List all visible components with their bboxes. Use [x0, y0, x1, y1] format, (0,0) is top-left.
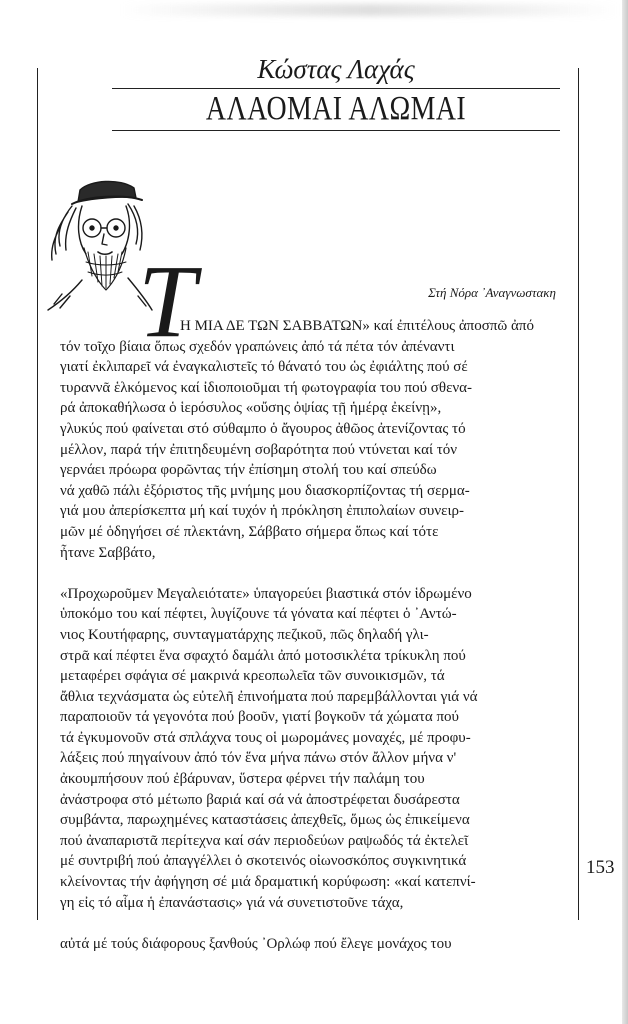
body-line: τά ἐγκυμονοῦν στά σπλάχνα τους οἱ μωρομάνες μοναχές, μέ προφυ-: [60, 729, 471, 746]
body-line: ἀνάστροφα στό μέτωπο βαριά καί σά νά ἀποστρέφεται δυσάρεστα: [60, 791, 460, 808]
body-line: γιά μου ἀπερίσκεπτα μή καί τυχόν ἡ πρόκληση ἐπιπολαίων συνειρ-: [60, 503, 464, 520]
body-text: [60, 316, 560, 954]
scan-smudge: [120, 4, 620, 16]
left-margin-rule: [37, 68, 38, 920]
body-line: ἄθλια τεχνάσματα ὡς εὐτελῆ ἐπινοήματα πού παρεμβάλλονται γιά νά: [60, 688, 478, 705]
page-title: ΑΛΑΟΜΑΙ ΑΛΩΜΑΙ: [205, 90, 467, 127]
paragraph-gap: [60, 913, 560, 934]
body-line: νιος Κουτήφαρης, συνταγματάρχης πεζικοῦ, πῶς δηλαδή γλι-: [60, 626, 429, 643]
body-line: συμβάντα, παρωχημένες καταστάσεις ἀπεχθεῖς, ὅμως ὡς ἐπικείμενα: [60, 812, 470, 829]
body-line: μεταφέρει σφάγια σέ μακρινά κρεοπωλεῖα τῶν συνοικισμῶν, τά: [60, 668, 445, 685]
body-line: γερνάει πρόωρα φορῶντας τήν ἐπίσημη στολή του καί σπεύδω: [60, 462, 437, 479]
body-line: τυραννᾶ ἑλκόμενος καί ἰδιοποιοῦμαι τή φωτογραφία του πού σθενα-: [60, 379, 473, 396]
page-number: 153: [586, 857, 615, 878]
title-rule-bottom: [112, 130, 560, 131]
body-line: ὑποκόμο του καί πέφτει, λυγίζουνε τά γόνατα καί πέφτει ὁ ᾿Αντώ-: [60, 606, 457, 623]
body-line: ἀκουμπήσουν πού ἐβάρυναν, ὕστερα φέρνει τήν παλάμη του: [60, 771, 425, 788]
body-line: γη εἰς τό αἷμα ἡ ἐπανάστασις» γιά νά συνετιστοῦνε τάχα,: [60, 894, 404, 911]
body-line: αὐτά μέ τούς διάφορους ξανθούς ᾿Ορλώφ πού ἔλεγε μονάχος του: [60, 935, 452, 952]
body-line: νά χαθῶ πάλι ἐξόριστος τῆς μνήμης μου διασκορπίζοντας τή σερμα-: [60, 482, 470, 499]
body-line: κλείνοντας τήν ἀφήγηση σέ μιά δραματική κορύφωση: «καί κατεπνί-: [60, 874, 476, 891]
drop-cap: T: [138, 244, 196, 359]
body-line: ρά ἀποκαθήλωσα ὁ ἱερόσυλος «οὔσης ὀψίας τῇ ἡμέρᾳ ἐκείνῃ»,: [60, 400, 442, 417]
body-line: μέ συντριβή πού ἀπαγγέλλει ὁ σκοτεινός οἰωνοσκόπος συγκινητικά: [60, 853, 467, 870]
dedication: Στή Νόρα ᾿Αναγνωστακη: [428, 285, 556, 300]
page-edge-shadow: [622, 0, 628, 1024]
body-line: μῶν μέ ὁδηγήσει σέ πλεκτάνη, Σάββατο σήμερα ὅπως καί τότε: [60, 523, 439, 540]
body-line: γιατί ἐκλιπαρεῖ νά ἐναγκαλιστεῖς τό θάνατό του ὡς ἐφιάλτης πού σέ: [60, 359, 468, 376]
body-line: «Προχωροῦμεν Μεγαλειότατε» ὑπαγορεύει βιαστικά στόν ἱδρωμένο: [60, 585, 472, 602]
body-line: γλυκύς πού φαίνεται στό σύθαμπο ὁ ἄγουρος ἀθῶος ἀτενίζοντας τό: [60, 420, 466, 437]
body-line: στρᾶ καί πέφτει ἕνα σφαχτό δαμάλι ἀπό μοτοσικλέτα τρίκυκλη πού: [60, 647, 466, 664]
body-line: τόν τοῖχο βίαια ὅπως σχεδόν γραπώνεις ἀπό τά πέτα τόν ἀπέναντι: [60, 338, 455, 355]
paragraph-gap: [60, 563, 560, 584]
body-line: λάξεις πού πηγαίνουν ἀπό τόν ἕνα μήνα πάνω στόν ἄλλον μήνα ν': [60, 750, 457, 767]
author-name: Κώστας Λαχάς: [257, 54, 415, 84]
body-line: παραποιοῦν τά γεγονότα πού βοοῦν, γιατί βογκοῦν τά χώματα πού: [60, 709, 459, 726]
body-line: μέλλον, παρά τήν ἐπιτηδευμένη σοβαρότητα πού ντύνεται καί τόν: [60, 441, 458, 458]
body-line: ἦτανε Σαββάτο,: [60, 544, 156, 561]
body-line: πού ἀναπαριστᾶ περίτεχνα καί σάν περιοδεύων ραψωδός τά ἐκτελεῖ: [60, 832, 469, 849]
right-margin-rule: [578, 68, 579, 920]
body-line: Η ΜΙΑ ΔΕ ΤΩΝ ΣΑΒΒΑΤΩΝ» καί ἐπιτέλους ἀποσπῶ ἀπό: [180, 318, 534, 334]
